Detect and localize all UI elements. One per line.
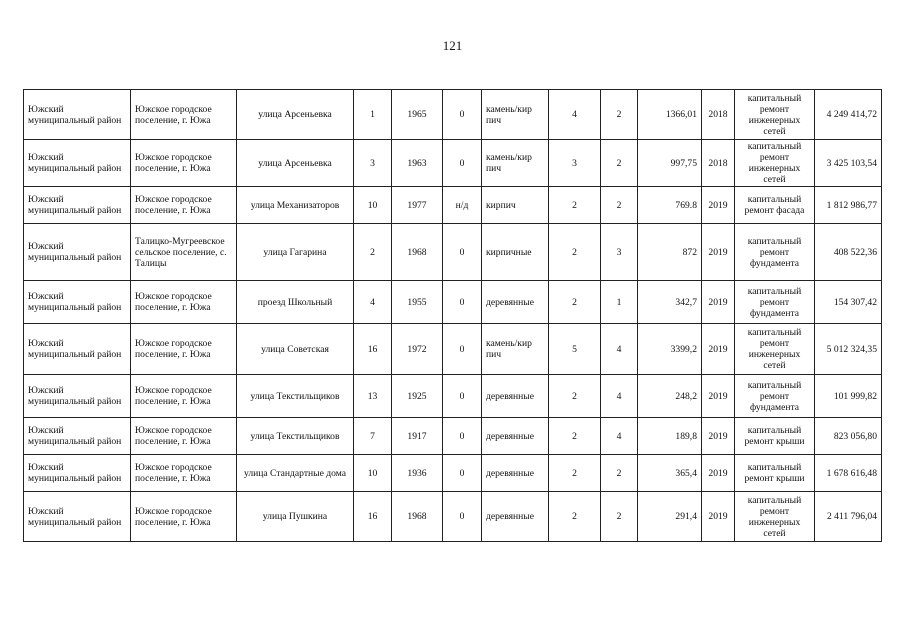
cell-area: 1366,01 xyxy=(638,90,702,140)
cell-street: улица Советская xyxy=(237,324,354,375)
cell-floors: 2 xyxy=(549,455,601,492)
cell-cost: 2 411 796,04 xyxy=(815,492,882,542)
table-row xyxy=(24,224,882,281)
cell-work-type: капитальный ремонт инженерных сетей xyxy=(735,324,815,375)
cell-plan-year: 2019 xyxy=(702,281,735,324)
cell-street: улица Текстильщиков xyxy=(237,418,354,455)
cell-district: Южский муниципальный район xyxy=(24,224,131,281)
cell-cost: 101 999,82 xyxy=(815,375,882,418)
cell-build-year: 1936 xyxy=(392,455,443,492)
cell-street: улица Арсеньевка xyxy=(237,90,354,140)
cell-house-number: 16 xyxy=(354,324,392,375)
cell-area: 248,2 xyxy=(638,375,702,418)
cell-entrances: 2 xyxy=(601,455,638,492)
cell-settlement: Южское городское поселение, г. Южа xyxy=(131,455,237,492)
cell-plan-year: 2019 xyxy=(702,418,735,455)
cell-settlement: Южское городское поселение, г. Южа xyxy=(131,324,237,375)
cell-wall-material: деревянные xyxy=(482,455,549,492)
cell-work-type: капитальный ремонт фундамента xyxy=(735,375,815,418)
cell-district: Южский муниципальный район xyxy=(24,418,131,455)
cell-entrances: 2 xyxy=(601,140,638,187)
cell-floors: 2 xyxy=(549,375,601,418)
cell-work-type: капитальный ремонт инженерных сетей xyxy=(735,492,815,542)
cell-plan-year: 2019 xyxy=(702,492,735,542)
cell-area: 997,75 xyxy=(638,140,702,187)
cell-street: улица Механизаторов xyxy=(237,187,354,224)
cell-area: 365,4 xyxy=(638,455,702,492)
cell-settlement: Южское городское поселение, г. Южа xyxy=(131,418,237,455)
cell-floors: 2 xyxy=(549,492,601,542)
cell-entrances: 4 xyxy=(601,418,638,455)
cell-build-year: 1972 xyxy=(392,324,443,375)
cell-cost: 1 812 986,77 xyxy=(815,187,882,224)
cell-plan-year: 2019 xyxy=(702,187,735,224)
cell-work-type: капитальный ремонт фундамента xyxy=(735,281,815,324)
cell-work-type: капитальный ремонт инженерных сетей xyxy=(735,140,815,187)
cell-area: 291,4 xyxy=(638,492,702,542)
cell-entrances: 2 xyxy=(601,90,638,140)
cell-house-number: 3 xyxy=(354,140,392,187)
table-row xyxy=(24,324,882,375)
cell-district: Южский муниципальный район xyxy=(24,324,131,375)
cell-work-type: капитальный ремонт крыши xyxy=(735,455,815,492)
cell-plan-year: 2019 xyxy=(702,455,735,492)
cell-settlement: Южское городское поселение, г. Южа xyxy=(131,187,237,224)
cell-build-year: 1965 xyxy=(392,90,443,140)
cell-floors: 2 xyxy=(549,187,601,224)
cell-wall-material: деревянные xyxy=(482,492,549,542)
cell-district: Южский муниципальный район xyxy=(24,281,131,324)
cell-street: улица Арсеньевка xyxy=(237,140,354,187)
cell-work-type: капитальный ремонт фундамента xyxy=(735,224,815,281)
cell-house-number: 10 xyxy=(354,187,392,224)
cell-cost: 154 307,42 xyxy=(815,281,882,324)
cell-cost: 5 012 324,35 xyxy=(815,324,882,375)
cell-build-year: 1925 xyxy=(392,375,443,418)
cell-wall-material: деревянные xyxy=(482,281,549,324)
cell-build-year: 1955 xyxy=(392,281,443,324)
cell-wall-material: деревянные xyxy=(482,418,549,455)
cell-entrances: 1 xyxy=(601,281,638,324)
cell-street: улица Пушкина xyxy=(237,492,354,542)
cell-entrances: 2 xyxy=(601,187,638,224)
cell-work-type: капитальный ремонт крыши xyxy=(735,418,815,455)
cell-house-number: 4 xyxy=(354,281,392,324)
cell-plan-year: 2019 xyxy=(702,324,735,375)
cell-area: 769.8 xyxy=(638,187,702,224)
cell-area: 342,7 xyxy=(638,281,702,324)
cell-wall-material: деревянные xyxy=(482,375,549,418)
cell-wall-material: камень/кир пич xyxy=(482,140,549,187)
cell-build-year: 1917 xyxy=(392,418,443,455)
cell-wear-flag: 0 xyxy=(443,375,482,418)
cell-cost: 3 425 103,54 xyxy=(815,140,882,187)
cell-street: проезд Школьный xyxy=(237,281,354,324)
cell-area: 189,8 xyxy=(638,418,702,455)
cell-floors: 2 xyxy=(549,418,601,455)
cell-area: 872 xyxy=(638,224,702,281)
cell-wear-flag: 0 xyxy=(443,324,482,375)
cell-wall-material: камень/кир пич xyxy=(482,90,549,140)
cell-wear-flag: 0 xyxy=(443,140,482,187)
cell-house-number: 7 xyxy=(354,418,392,455)
cell-street: улица Текстильщиков xyxy=(237,375,354,418)
page-number: 121 xyxy=(442,38,463,53)
cell-floors: 2 xyxy=(549,224,601,281)
cell-wear-flag: 0 xyxy=(443,224,482,281)
cell-settlement: Южское городское поселение, г. Южа xyxy=(131,375,237,418)
cell-wear-flag: н/д xyxy=(443,187,482,224)
cell-house-number: 10 xyxy=(354,455,392,492)
cell-cost: 408 522,36 xyxy=(815,224,882,281)
cell-plan-year: 2018 xyxy=(702,90,735,140)
cell-wall-material: камень/кир пич xyxy=(482,324,549,375)
cell-wear-flag: 0 xyxy=(443,90,482,140)
housing-repair-table xyxy=(23,89,882,542)
cell-floors: 2 xyxy=(549,281,601,324)
cell-plan-year: 2018 xyxy=(702,140,735,187)
cell-house-number: 16 xyxy=(354,492,392,542)
cell-area: 3399,2 xyxy=(638,324,702,375)
table-row xyxy=(24,418,882,455)
cell-build-year: 1968 xyxy=(392,492,443,542)
cell-district: Южский муниципальный район xyxy=(24,187,131,224)
cell-settlement: Южское городское поселение, г. Южа xyxy=(131,492,237,542)
cell-wall-material: кирпичные xyxy=(482,224,549,281)
cell-build-year: 1977 xyxy=(392,187,443,224)
cell-settlement: Южское городское поселение, г. Южа xyxy=(131,90,237,140)
cell-build-year: 1963 xyxy=(392,140,443,187)
cell-work-type: капитальный ремонт фасада xyxy=(735,187,815,224)
cell-district: Южский муниципальный район xyxy=(24,140,131,187)
table-row xyxy=(24,492,882,542)
cell-street: улица Стандартные дома xyxy=(237,455,354,492)
cell-work-type: капитальный ремонт инженерных сетей xyxy=(735,90,815,140)
cell-entrances: 4 xyxy=(601,324,638,375)
cell-build-year: 1968 xyxy=(392,224,443,281)
cell-district: Южский муниципальный район xyxy=(24,375,131,418)
cell-wear-flag: 0 xyxy=(443,492,482,542)
cell-floors: 3 xyxy=(549,140,601,187)
table-row xyxy=(24,90,882,140)
cell-entrances: 2 xyxy=(601,492,638,542)
table-row xyxy=(24,281,882,324)
cell-wall-material: кирпич xyxy=(482,187,549,224)
cell-district: Южский муниципальный район xyxy=(24,90,131,140)
cell-settlement: Южское городское поселение, г. Южа xyxy=(131,140,237,187)
cell-district: Южский муниципальный район xyxy=(24,455,131,492)
cell-plan-year: 2019 xyxy=(702,224,735,281)
cell-house-number: 13 xyxy=(354,375,392,418)
cell-house-number: 2 xyxy=(354,224,392,281)
cell-floors: 4 xyxy=(549,90,601,140)
table-row xyxy=(24,375,882,418)
cell-plan-year: 2019 xyxy=(702,375,735,418)
cell-wear-flag: 0 xyxy=(443,455,482,492)
cell-cost: 4 249 414,72 xyxy=(815,90,882,140)
cell-entrances: 4 xyxy=(601,375,638,418)
table-row xyxy=(24,140,882,187)
cell-house-number: 1 xyxy=(354,90,392,140)
cell-floors: 5 xyxy=(549,324,601,375)
cell-cost: 823 056,80 xyxy=(815,418,882,455)
cell-settlement: Талицко-Мугреевское сельское поселение, с. Талицы xyxy=(131,224,237,281)
cell-street: улица Гагарина xyxy=(237,224,354,281)
table-row xyxy=(24,187,882,224)
table-row xyxy=(24,455,882,492)
cell-settlement: Южское городское поселение, г. Южа xyxy=(131,281,237,324)
cell-wear-flag: 0 xyxy=(443,281,482,324)
cell-wear-flag: 0 xyxy=(443,418,482,455)
cell-entrances: 3 xyxy=(601,224,638,281)
cell-district: Южский муниципальный район xyxy=(24,492,131,542)
cell-cost: 1 678 616,48 xyxy=(815,455,882,492)
